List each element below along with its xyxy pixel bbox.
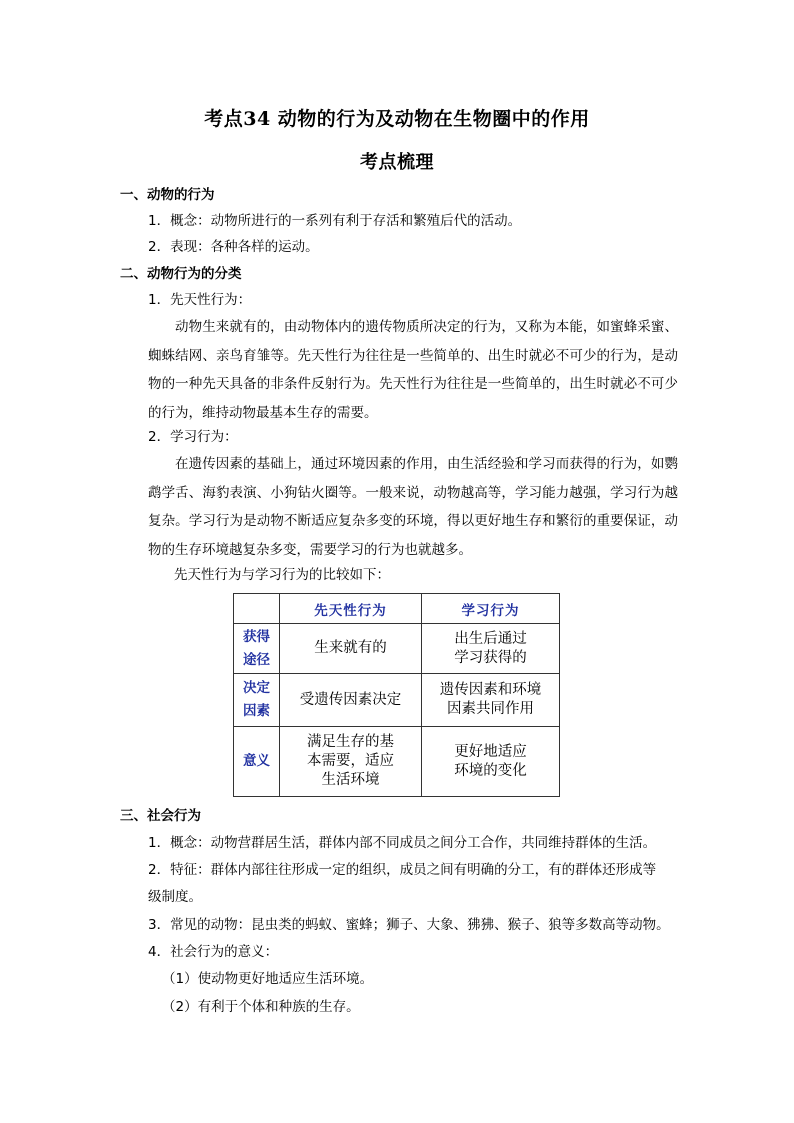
section-3-subitem-2: （2）有利于个体和种族的生存。 bbox=[162, 999, 360, 1015]
section-3-heading: 三、社会行为 bbox=[120, 808, 201, 824]
section-3-item-3: 3．常见的动物：昆虫类的蚂蚁、蜜蜂；狮子、大象、狒狒、猴子、狼等多数高等动物。 bbox=[148, 917, 670, 933]
innate-cell: 生来就有的 bbox=[280, 624, 422, 674]
page-subtitle: 考点梳理 bbox=[360, 152, 434, 173]
table-header-innate: 先天性行为 bbox=[280, 594, 422, 624]
table-row bbox=[234, 674, 560, 727]
table-header-learned: 学习行为 bbox=[422, 594, 560, 624]
table-header-row bbox=[234, 594, 560, 624]
learned-cell: 更好地适应 环境的变化 bbox=[422, 727, 560, 797]
section-1-item-1: 1．概念：动物所进行的一系列有利于存活和繁殖后代的活动。 bbox=[148, 213, 522, 229]
table-header-empty bbox=[234, 594, 280, 624]
row-label: 获得 途径 bbox=[234, 624, 280, 674]
section-2-heading: 二、动物行为的分类 bbox=[120, 266, 242, 282]
section-1-heading: 一、动物的行为 bbox=[120, 187, 215, 203]
innate-behavior-paragraph: 动物生来就有的，由动物体内的遗传物质所决定的行为，又称为本能，如蜜蜂采蜜、蜘蛛结网、亲鸟育雏等。先天性行为往往是一些简单的、出生时就必不可少的行为，是动物的一种先天具备的非条件反射行为。先天性行为往往是一些简单的，出生时就必不可少的行为，维持动物最基本生存的需要。 bbox=[148, 319, 678, 422]
section-3-item-2: 2．特征：群体内部往往形成一定的组织，成员之间有明确的分工，有的群体还形成等 bbox=[148, 862, 657, 878]
learned-behavior-label: 2．学习行为： bbox=[148, 429, 238, 445]
learned-behavior-paragraph: 在遗传因素的基础上，通过环境因素的作用，由生活经验和学习而获得的行为，如鹦鹉学舌、海豹表演、小狗钻火圈等。一般来说，动物越高等，学习能力越强，学习行为越复杂。学习行为是动物不断适应复杂多变的环境，得以更好地生存和繁衍的重要保证，动物的生存环境越复杂多变，需要学习的行为也就越多。 bbox=[148, 456, 678, 559]
innate-behavior-label: 1．先天性行为： bbox=[148, 292, 252, 308]
row-label: 意义 bbox=[234, 727, 280, 797]
learned-cell: 出生后通过 学习获得的 bbox=[422, 624, 560, 674]
comparison-intro: 先天性行为与学习行为的比较如下： bbox=[174, 567, 390, 583]
innate-cell: 受遗传因素决定 bbox=[280, 674, 422, 727]
section-3-subitem-1: （1）使动物更好地适应生活环境。 bbox=[162, 971, 374, 987]
section-3-item-4: 4．社会行为的意义： bbox=[148, 944, 279, 960]
learned-cell: 遗传因素和环境 因素共同作用 bbox=[422, 674, 560, 727]
section-3-item-1: 1．概念：动物营群居生活，群体内部不同成员之间分工合作，共同维持群体的生活。 bbox=[148, 835, 657, 851]
table-row bbox=[234, 727, 560, 797]
table-row bbox=[234, 624, 560, 674]
row-label: 决定 因素 bbox=[234, 674, 280, 727]
page-title: 考点34 动物的行为及动物在生物圈中的作用 bbox=[204, 108, 590, 130]
section-3-item-2-cont: 级制度。 bbox=[148, 889, 202, 905]
comparison-table bbox=[233, 593, 560, 797]
section-1-item-2: 2．表现：各种各样的运动。 bbox=[148, 239, 319, 255]
innate-cell: 满足生存的基 本需要，适应 生活环境 bbox=[280, 727, 422, 797]
